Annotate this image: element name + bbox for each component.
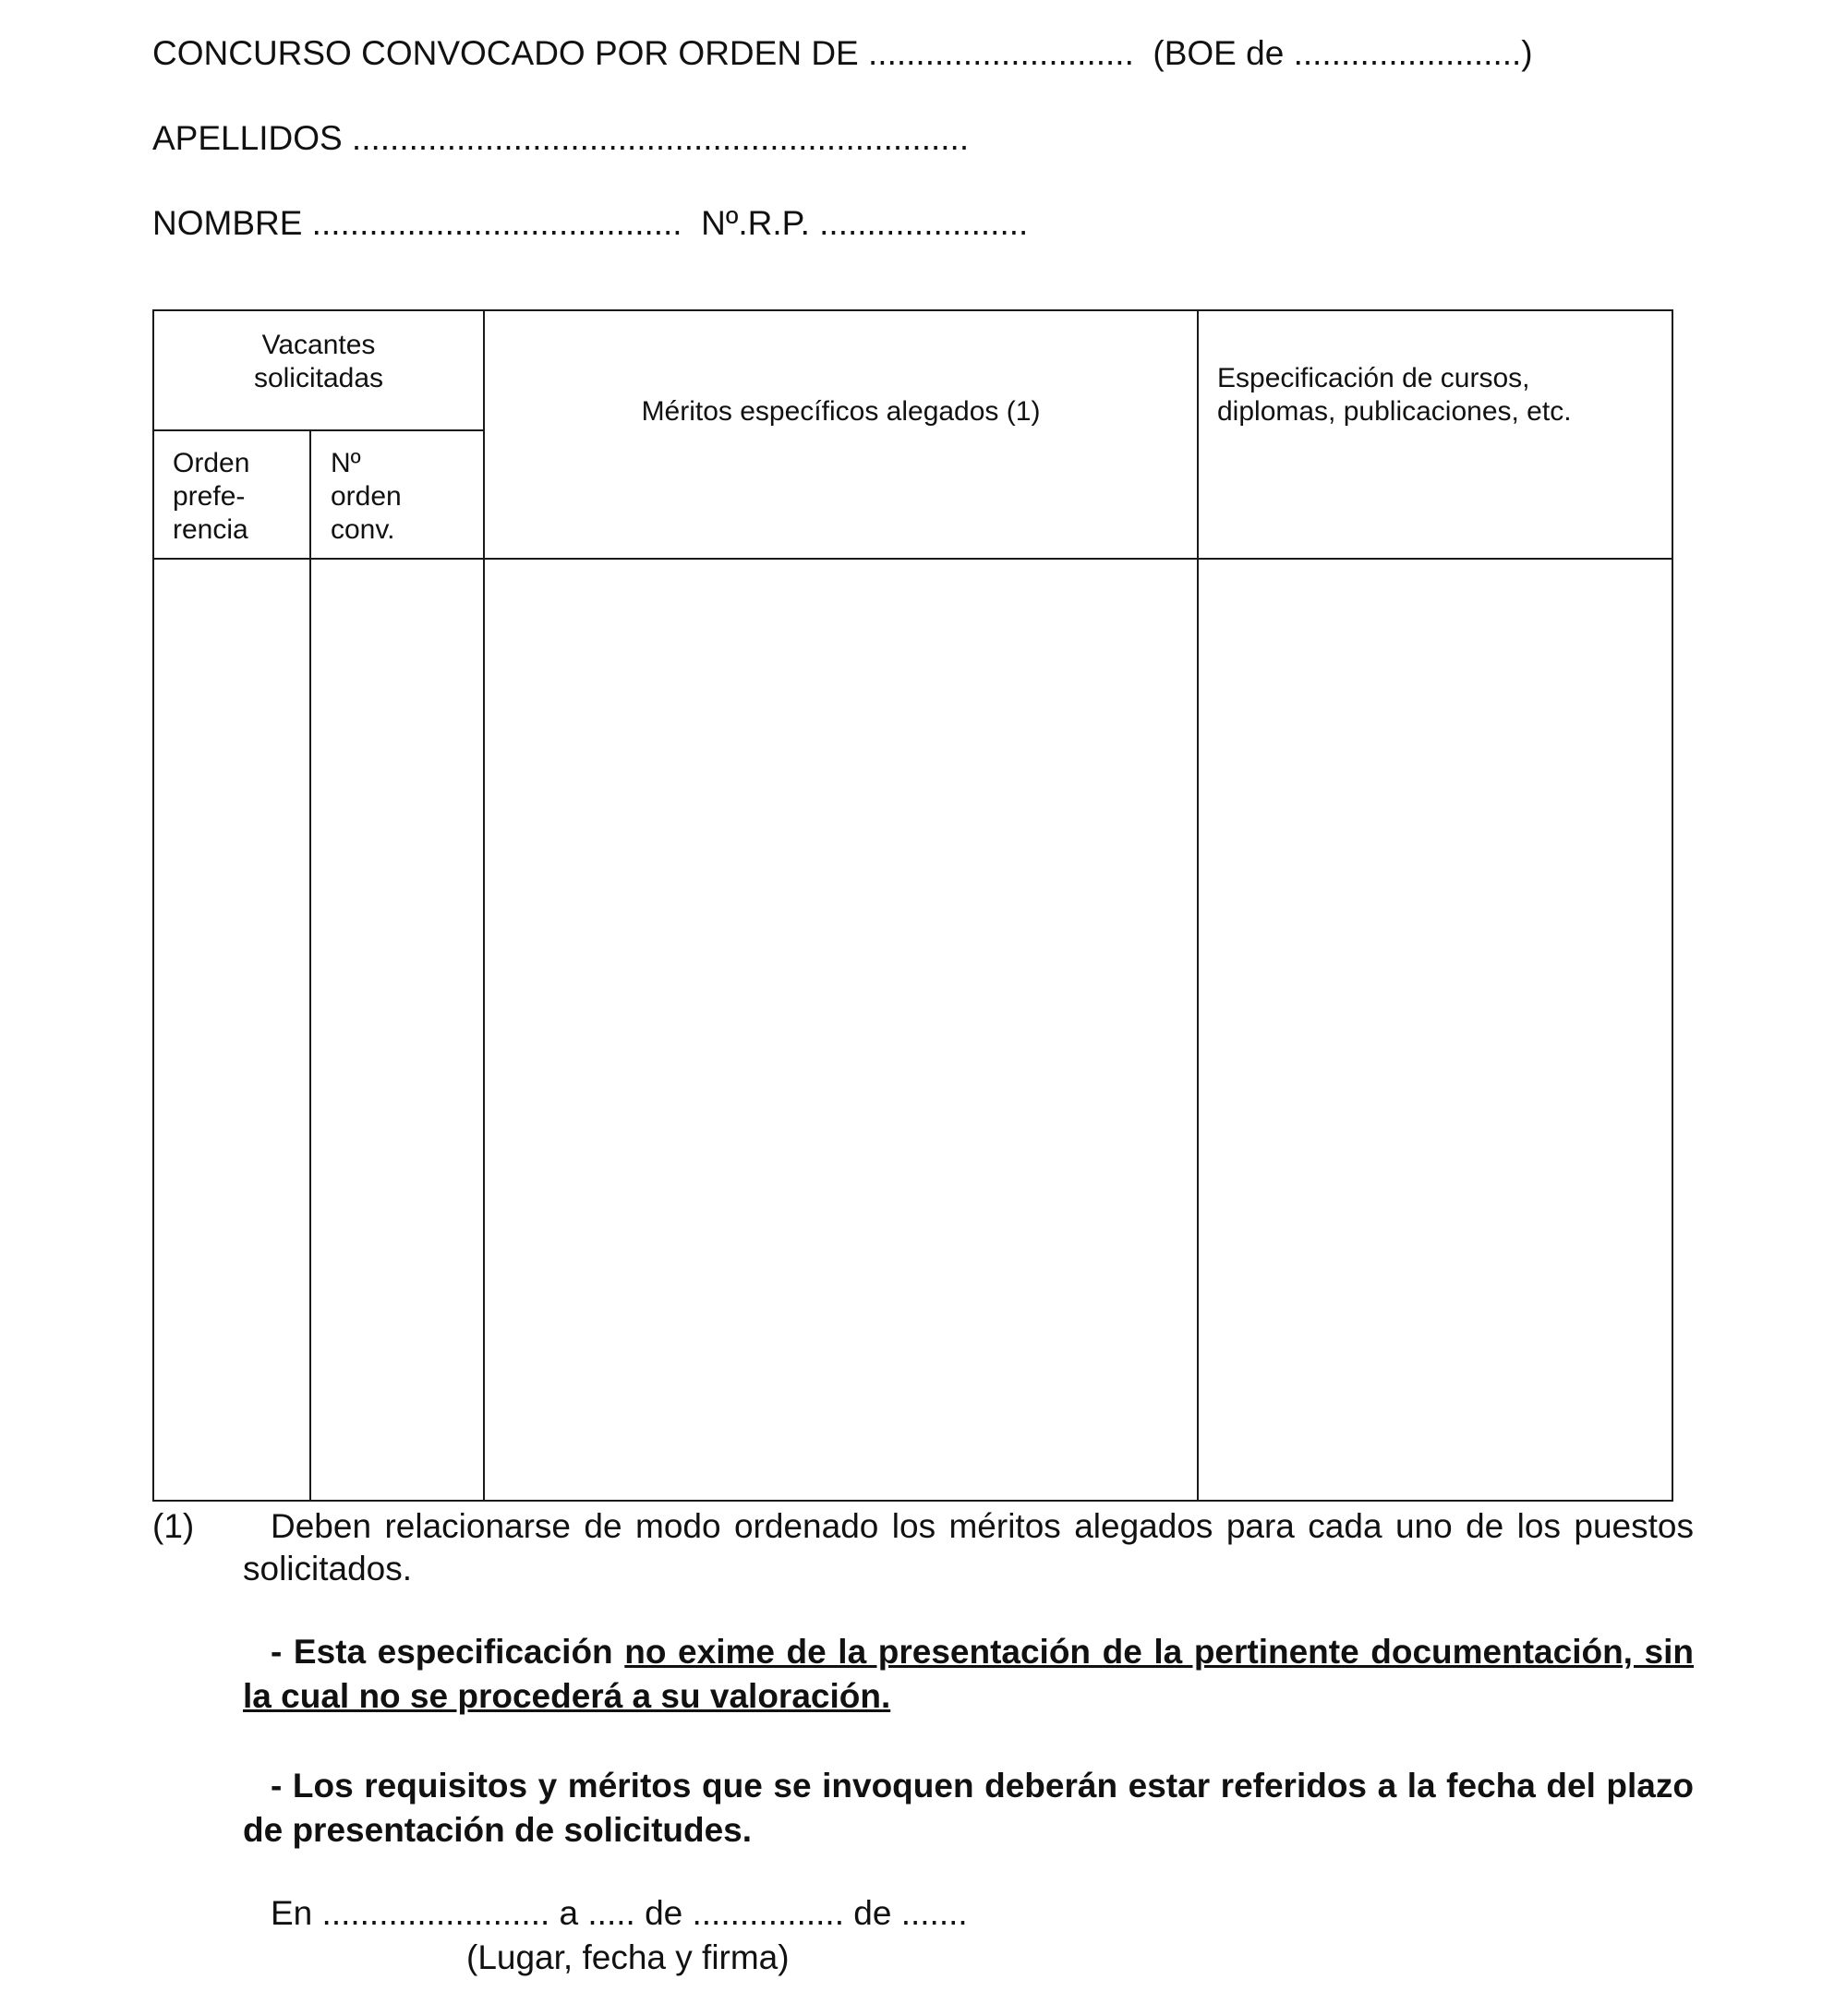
header-vacantes-solicitadas: Vacantes solicitadas [253, 330, 384, 393]
apellidos-line: APELLIDOS ................................................................. [152, 119, 970, 157]
table-border-top [152, 309, 1673, 311]
header-orden-preferencia: Orden prefe- rencia [173, 448, 250, 545]
footnote-1-text: Deben relacionarse de modo ordenado los méritos alegados para cada uno de los puestos solicitados. [243, 1507, 1694, 1587]
footnote-mark: (1) [152, 1507, 195, 1545]
table-border-left [152, 309, 154, 1502]
table-rule-col1 [309, 431, 311, 1502]
nombre-line: NOMBRE ....................................... Nº.R.P. ...................... [152, 204, 1029, 242]
header-meritos-especificos: Méritos específicos alegados (1) [641, 396, 1041, 427]
table-border-bottom [152, 1500, 1673, 1502]
table-rule-col2 [483, 309, 485, 1502]
convocatoria-line: CONCURSO CONVOCADO POR ORDEN DE ............................ (BOE de ........................) [152, 34, 1533, 72]
footnote-documentacion-lead: - Esta especificación [271, 1633, 625, 1671]
footnote-documentacion [243, 1630, 1694, 1719]
table-rule-col3 [1197, 309, 1199, 1502]
header-especificacion-cursos: Especificación de cursos, diplomas, publicaciones, etc. [1217, 363, 1572, 427]
footnote-documentacion-underlined: no exime de la presentación de la pertinente documentación, sin la cual no se procederá a su valoración. [243, 1633, 1695, 1715]
table-rule-header-bottom [152, 558, 1673, 560]
signature-caption: (Lugar, fecha y firma) [466, 1938, 790, 1976]
place-date-line: En ........................ a ..... de ................ de ....... [271, 1894, 968, 1932]
footnote-requisitos: - Los requisitos y méritos que se invoquen deberán estar referidos a la fecha del plazo de presentación de solicitudes. [243, 1767, 1694, 1849]
table-rule-vacantes [152, 429, 485, 431]
table-border-right [1672, 309, 1673, 1502]
header-n-orden-conv: Nº orden conv. [331, 448, 402, 545]
